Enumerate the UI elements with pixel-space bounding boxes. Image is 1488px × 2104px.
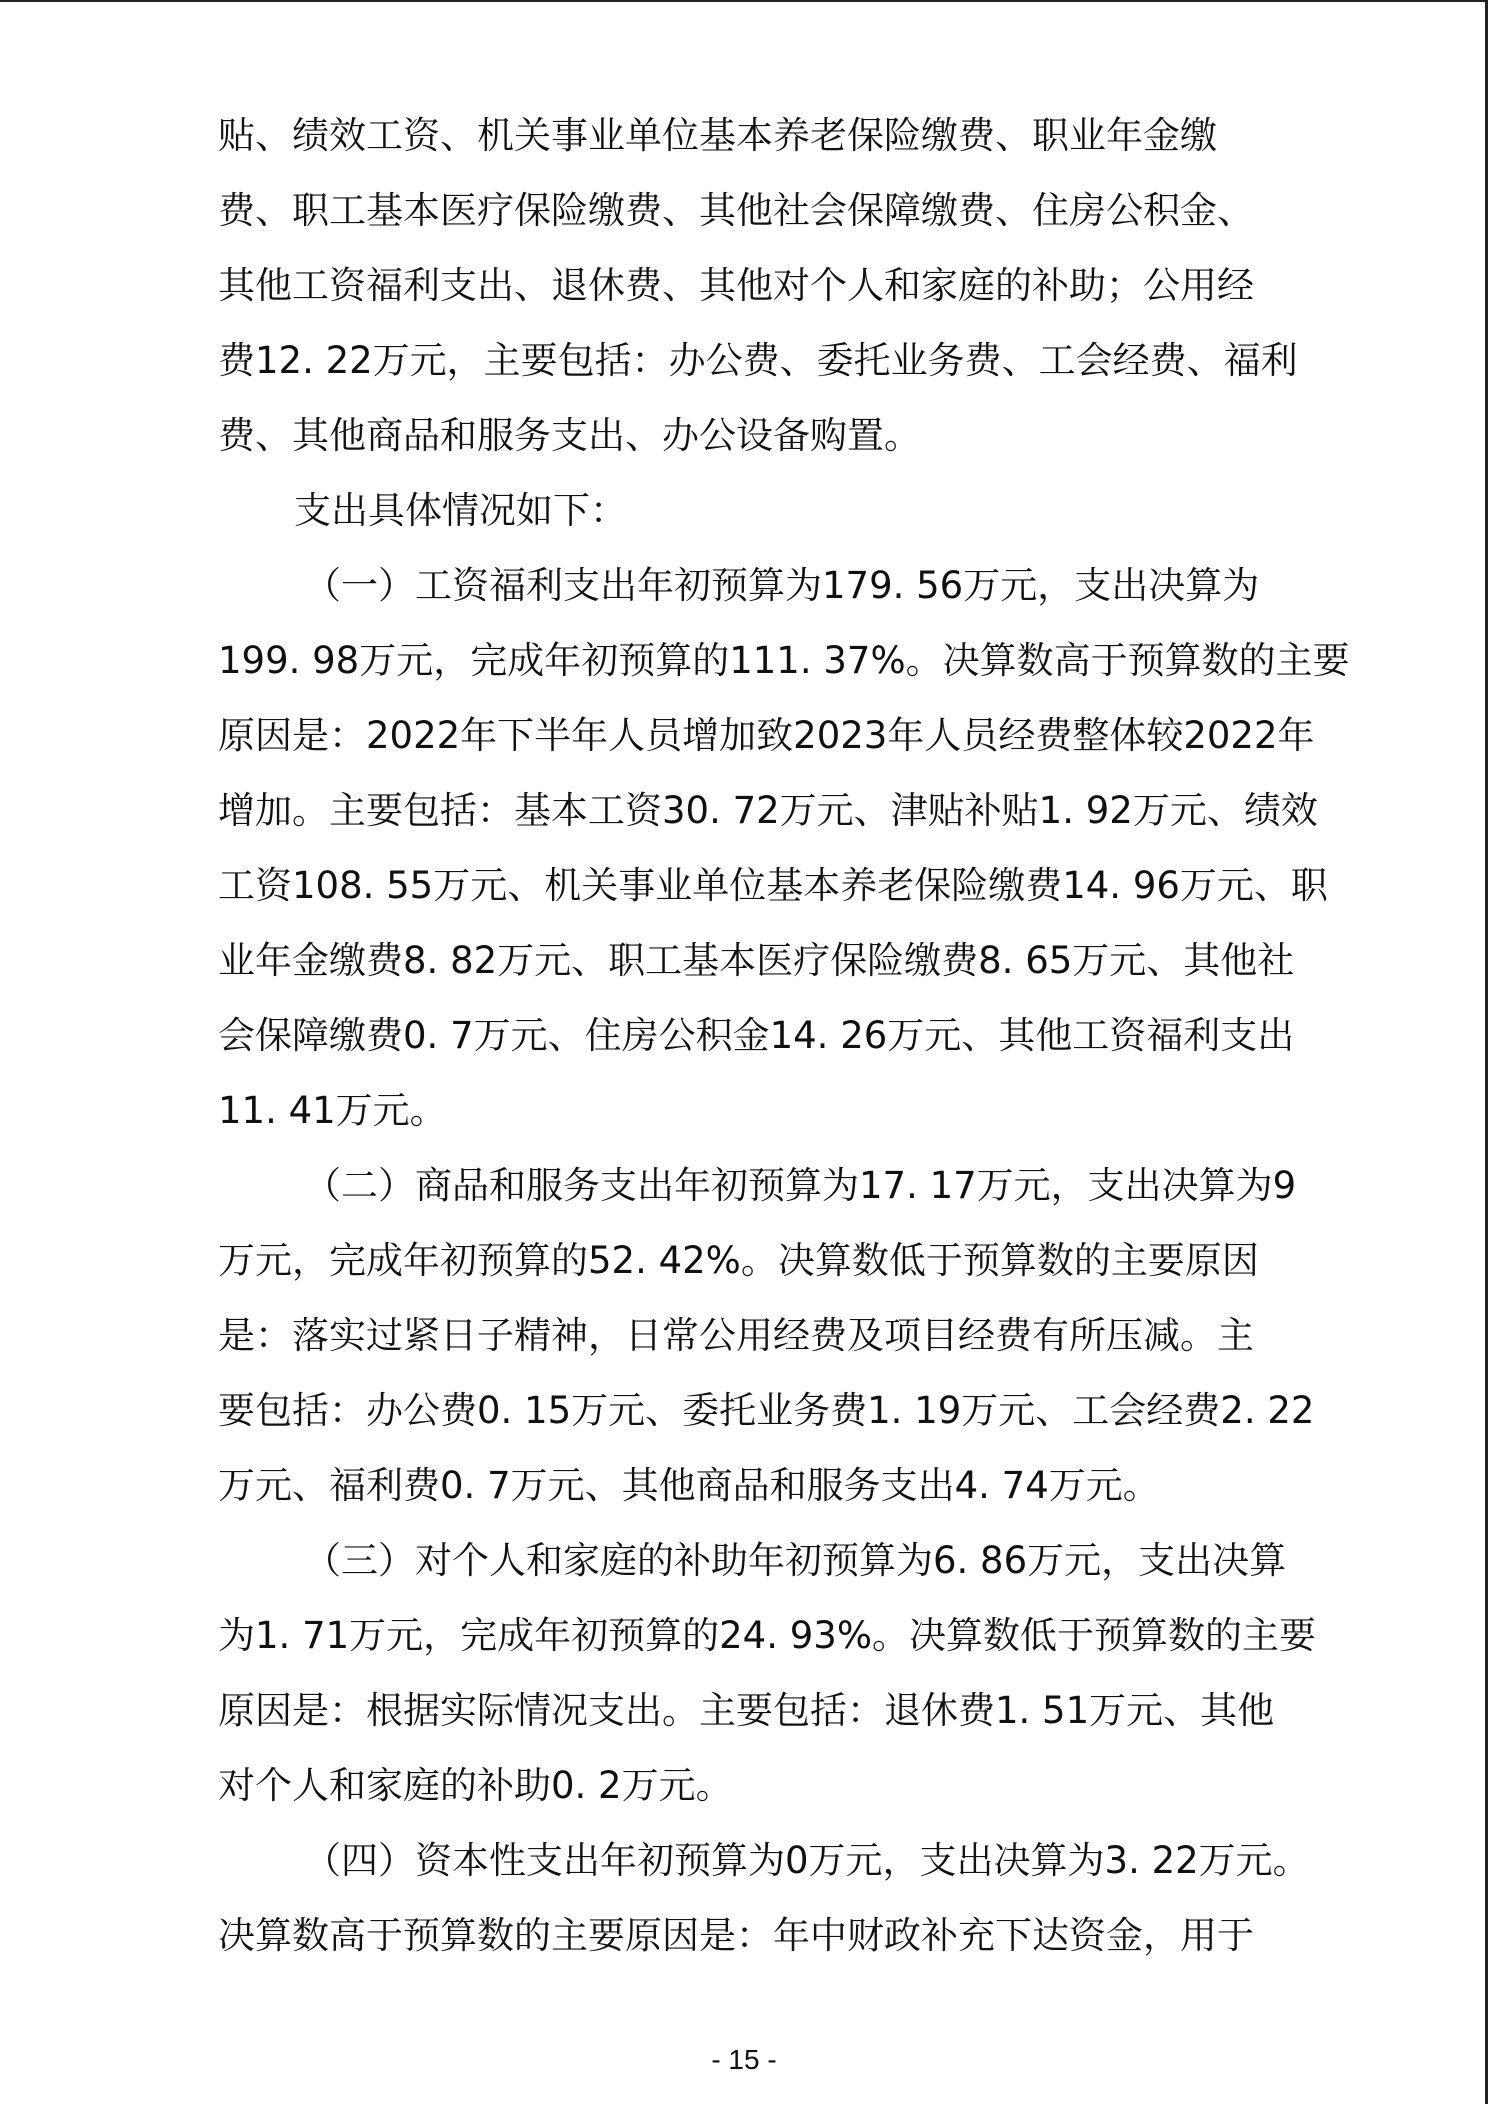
text-line: 199. 98万元，完成年初预算的111. 37%。决算数高于预算数的主要 (218, 639, 1350, 682)
text-line: 万元，完成年初预算的52. 42%。决算数低于预算数的主要原因 (218, 1239, 1259, 1282)
text-line: 对个人和家庭的补助0. 2万元。 (218, 1764, 733, 1807)
section-heading-line: （一）工资福利支出年初预算为179. 56万元，支出决算为 (304, 564, 1260, 607)
text-line: 其他工资福利支出、退休费、其他对个人和家庭的补助；公用经 (218, 264, 1254, 307)
text-line: 11. 41万元。 (218, 1089, 447, 1132)
text-line: 业年金缴费8. 82万元、职工基本医疗保险缴费8. 65万元、其他社 (218, 939, 1295, 982)
text-line: 贴、绩效工资、机关事业单位基本养老保险缴费、职业年金缴 (218, 114, 1217, 157)
paragraph-continued (218, 98, 1298, 473)
section-wage-welfare (218, 548, 1350, 1148)
text-line: 增加。主要包括：基本工资30. 72万元、津贴补贴1. 92万元、绩效 (218, 789, 1318, 832)
text-line: 费12. 22万元，主要包括：办公费、委托业务费、工会经费、福利 (218, 339, 1298, 382)
section-capital-expenditure (218, 1823, 1310, 1973)
text-line: 费、职工基本医疗保险缴费、其他社会保障缴费、住房公积金、 (218, 189, 1254, 232)
section-household-subsidy (218, 1523, 1316, 1823)
intro-line: 支出具体情况如下： (294, 489, 627, 532)
text-line: 工资108. 55万元、机关事业单位基本养老保险缴费14. 96万元、职 (218, 864, 1328, 907)
section-heading-line: （三）对个人和家庭的补助年初预算为6. 86万元，支出决算 (304, 1539, 1287, 1582)
intro-paragraph (218, 473, 1290, 548)
text-line: 费、其他商品和服务支出、办公设备购置。 (218, 414, 921, 457)
section-heading-line: （四）资本性支出年初预算为0万元，支出决算为3. 22万元。 (304, 1839, 1310, 1882)
text-line: 万元、福利费0. 7万元、其他商品和服务支出4. 74万元。 (218, 1464, 1160, 1507)
section-goods-services (218, 1148, 1315, 1523)
text-line: 为1. 71万元，完成年初预算的24. 93%。决算数低于预算数的主要 (218, 1614, 1316, 1657)
text-line: 是：落实过紧日子精神，日常公用经费及项目经费有所压减。主 (218, 1314, 1254, 1357)
text-line: 原因是：根据实际情况支出。主要包括：退休费1. 51万元、其他 (218, 1689, 1275, 1732)
page-top-border (0, 0, 1488, 2)
document-body (218, 98, 1350, 1973)
text-line: 原因是：2022年下半年人员增加致2023年人员经费整体较2022年 (218, 714, 1315, 757)
text-line: 会保障缴费0. 7万元、住房公积金14. 26万元、其他工资福利支出 (218, 1014, 1295, 1057)
page-number: - 15 - (711, 2044, 777, 2075)
text-line: 决算数高于预算数的主要原因是：年中财政补充下达资金，用于 (218, 1914, 1254, 1957)
text-line: 要包括：办公费0. 15万元、委托业务费1. 19万元、工会经费2. 22 (218, 1389, 1315, 1432)
section-heading-line: （二）商品和服务支出年初预算为17. 17万元，支出决算为9 (304, 1164, 1297, 1207)
